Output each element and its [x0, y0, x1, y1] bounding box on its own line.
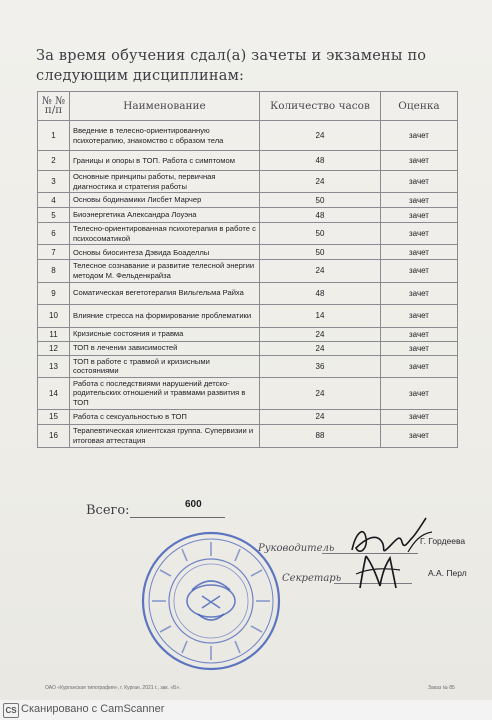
row-number: 11 — [38, 327, 70, 341]
row-hours: 24 — [260, 171, 381, 193]
table-row — [38, 424, 458, 447]
row-grade: зачет — [381, 355, 458, 377]
row-hours: 24 — [260, 377, 381, 409]
secretary-signature-icon — [350, 548, 406, 594]
row-subject: Телесное сознавание и развитие телесной энергии методом М. Фельденкрайза — [70, 260, 260, 282]
row-subject: ТОП в лечении зависимостей — [70, 341, 260, 355]
row-grade: зачет — [381, 327, 458, 341]
col-header-hours: Количество часов — [260, 92, 381, 121]
row-grade: зачет — [381, 304, 458, 327]
table-row — [38, 121, 458, 151]
row-number: 14 — [38, 377, 70, 409]
row-hours: 24 — [260, 121, 381, 151]
row-subject: Телесно-ориентированная психотерапия в работе с психосоматикой — [70, 223, 260, 245]
row-hours: 24 — [260, 341, 381, 355]
row-grade: зачет — [381, 260, 458, 282]
table-row — [38, 409, 458, 424]
row-grade: зачет — [381, 223, 458, 245]
row-hours: 24 — [260, 409, 381, 424]
col-header-name: Наименование — [70, 92, 260, 121]
total-label: Всего: — [86, 503, 130, 518]
row-number: 12 — [38, 341, 70, 355]
row-number: 13 — [38, 355, 70, 377]
row-subject: Основные принципы работы, первичная диагностика и стратегия работы — [70, 171, 260, 193]
row-hours: 50 — [260, 245, 381, 260]
row-grade: зачет — [381, 341, 458, 355]
row-number: 8 — [38, 260, 70, 282]
row-number: 9 — [38, 282, 70, 304]
row-number: 6 — [38, 223, 70, 245]
row-subject: Терапевтическая клиентская группа. Супервизии и итоговая аттестация — [70, 424, 260, 447]
secretary-label: Секретарь — [282, 573, 342, 584]
row-grade: зачет — [381, 424, 458, 447]
row-number: 15 — [38, 409, 70, 424]
table-row — [38, 327, 458, 341]
camscanner-logo-icon: CS — [3, 703, 19, 718]
row-grade: зачет — [381, 282, 458, 304]
row-hours: 24 — [260, 260, 381, 282]
row-subject: ТОП в работе с травмой и кризисными состояниями — [70, 355, 260, 377]
secretary-name: А.А. Перл — [428, 568, 467, 578]
row-subject: Кризисные состояния и травма — [70, 327, 260, 341]
order-number: Заказ № 85 — [428, 685, 455, 691]
table-row — [38, 151, 458, 171]
row-grade: зачет — [381, 409, 458, 424]
table-row — [38, 377, 458, 409]
row-number: 16 — [38, 424, 70, 447]
table-row — [38, 341, 458, 355]
row-hours: 48 — [260, 151, 381, 171]
table-row — [38, 193, 458, 208]
row-hours: 50 — [260, 193, 381, 208]
row-subject: Биоэнергетика Александра Лоуэна — [70, 208, 260, 223]
table-row — [38, 355, 458, 377]
row-grade: зачет — [381, 121, 458, 151]
row-grade: зачет — [381, 171, 458, 193]
row-hours: 88 — [260, 424, 381, 447]
row-grade: зачет — [381, 208, 458, 223]
row-number: 10 — [38, 304, 70, 327]
row-hours: 24 — [260, 327, 381, 341]
row-grade: зачет — [381, 151, 458, 171]
row-subject: Границы и опоры в ТОП. Работа с симптомом — [70, 151, 260, 171]
row-grade: зачет — [381, 377, 458, 409]
table-row — [38, 171, 458, 193]
camscanner-text: Сканировано с CamScanner — [21, 703, 165, 715]
subjects-table — [37, 91, 458, 448]
table-row — [38, 282, 458, 304]
director-label: Руководитель — [258, 543, 335, 554]
printer-imprint: ОАО «Курганская типография», г. Курган, 2021 г., зак. «Б». — [45, 685, 181, 691]
total-underline — [130, 517, 225, 518]
row-number: 2 — [38, 151, 70, 171]
page-heading: За время обучения сдал(а) зачеты и экзамены по следующим дисциплинам: — [36, 48, 427, 84]
row-grade: зачет — [381, 193, 458, 208]
row-subject: Влияние стресса на формирование проблематики — [70, 304, 260, 327]
director-name: Г. Гордеева — [420, 536, 466, 546]
row-number: 7 — [38, 245, 70, 260]
table-row — [38, 260, 458, 282]
row-subject: Основы бодинамики Лисбет Марчер — [70, 193, 260, 208]
row-hours: 36 — [260, 355, 381, 377]
camscanner-watermark-bar — [0, 700, 492, 720]
total-hours-value: 600 — [185, 499, 202, 510]
row-subject: Работа с последствиями нарушений детско-родительских отношений и травмами развития в ТОП — [70, 377, 260, 409]
row-hours: 14 — [260, 304, 381, 327]
row-hours: 48 — [260, 282, 381, 304]
row-number: 3 — [38, 171, 70, 193]
table-row — [38, 245, 458, 260]
row-subject: Работа с сексуальностью в ТОП — [70, 409, 260, 424]
row-number: 5 — [38, 208, 70, 223]
table-header-row — [38, 92, 458, 121]
row-subject: Введение в телесно-ориентированную психотерапию, знакомство с образом тела — [70, 121, 260, 151]
row-hours: 48 — [260, 208, 381, 223]
table-row — [38, 208, 458, 223]
row-subject: Соматическая вегетотерапия Вильгельма Райха — [70, 282, 260, 304]
col-header-number: № № п/п — [38, 92, 70, 121]
table-row — [38, 223, 458, 245]
row-subject: Основы биосинтеза Дэвида Боаделлы — [70, 245, 260, 260]
table-row — [38, 304, 458, 327]
row-number: 1 — [38, 121, 70, 151]
row-hours: 50 — [260, 223, 381, 245]
row-number: 4 — [38, 193, 70, 208]
col-header-grade: Оценка — [381, 92, 458, 121]
row-grade: зачет — [381, 245, 458, 260]
